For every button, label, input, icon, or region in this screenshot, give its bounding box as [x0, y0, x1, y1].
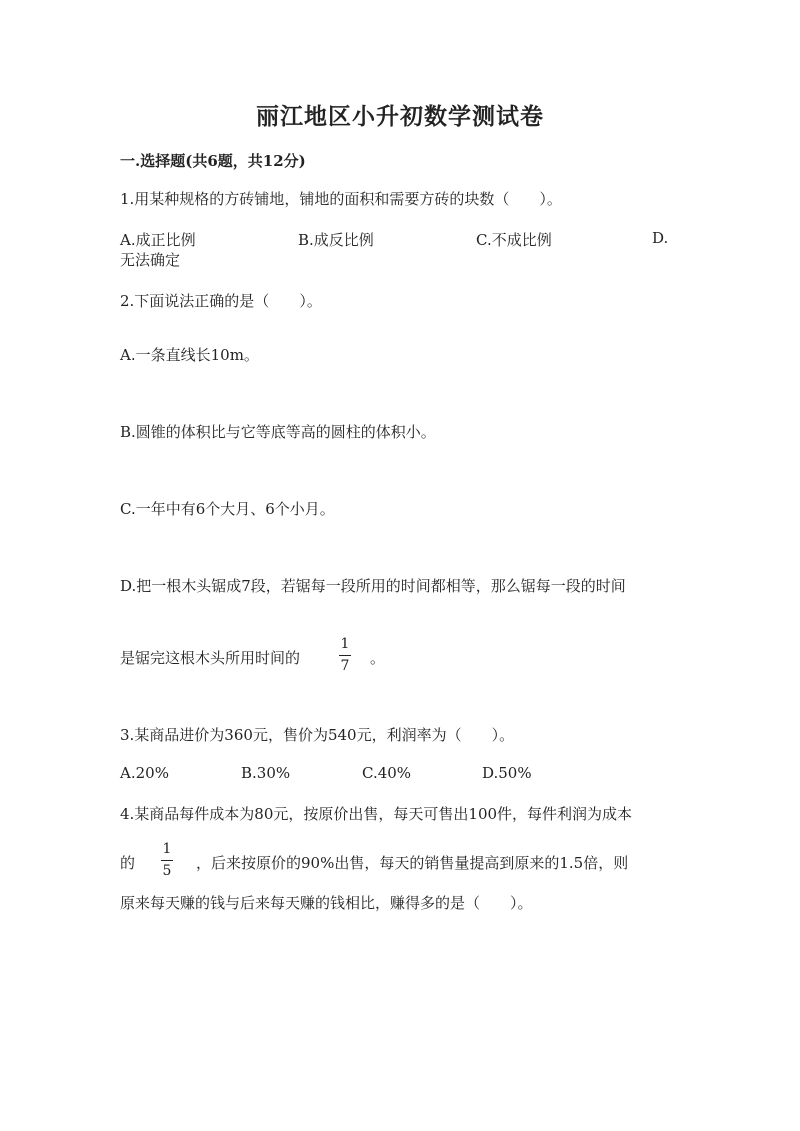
question-2-stem: 2.下面说法正确的是（ ）。	[120, 292, 322, 310]
fraction-bar	[339, 655, 351, 656]
question-3-option-c: C.40%	[362, 764, 412, 782]
question-3-stem: 3.某商品进价为360元，售价为540元，利润率为（ ）。	[120, 726, 515, 744]
fraction-numerator: 1	[162, 841, 172, 857]
question-2-option-d-end: 。	[370, 649, 386, 667]
question-3-option-b: B.30%	[241, 764, 291, 782]
fraction-numerator: 1	[340, 636, 350, 652]
question-2-option-d-line1: D.把一根木头锯成7段，若锯每一段所用的时间都相等，那么锯每一段的时间	[120, 577, 626, 595]
question-2-option-c: C.一年中有6个大月、6个小月。	[120, 500, 335, 518]
question-1-stem: 1.用某种规格的方砖铺地，铺地的面积和需要方砖的块数（ ）。	[120, 190, 562, 208]
question-4-line3: 原来每天赚的钱与后来每天赚的钱相比，赚得多的是（ ）。	[120, 894, 533, 912]
fraction-one-fifth	[159, 841, 175, 880]
question-4-line2-end: ，后来按原价的90%出售，每天的销售量提高到原来的1.5倍，则	[196, 854, 629, 872]
section-heading: 一.选择题(共6题，共12分)	[120, 152, 306, 170]
question-1-option-a: A.成正比例	[120, 231, 196, 249]
page-title: 丽江地区小升初数学测试卷	[256, 103, 544, 130]
question-1-option-d-text: 无法确定	[120, 251, 181, 269]
question-2-option-b: B.圆锥的体积比与它等底等高的圆柱的体积小。	[120, 423, 436, 441]
question-3-option-d: D.50%	[482, 764, 532, 782]
fraction-denominator: 7	[340, 658, 350, 674]
question-3-option-a: A.20%	[120, 764, 169, 782]
question-2-option-d-line2: 是锯完这根木头所用时间的	[120, 649, 301, 667]
question-1-option-b: B.成反比例	[298, 231, 374, 249]
fraction-denominator: 5	[162, 863, 172, 879]
question-4-line2-start: 的	[120, 854, 136, 872]
question-4-line1: 4.某商品每件成本为80元，按原价出售，每天可售出100件，每件利润为成本	[120, 805, 633, 823]
fraction-bar	[161, 860, 173, 861]
question-1-option-d: D.	[652, 229, 669, 247]
question-2-option-a: A.一条直线长10m。	[120, 346, 259, 364]
question-1-option-c: C.不成比例	[476, 231, 552, 249]
fraction-one-seventh	[337, 636, 353, 675]
